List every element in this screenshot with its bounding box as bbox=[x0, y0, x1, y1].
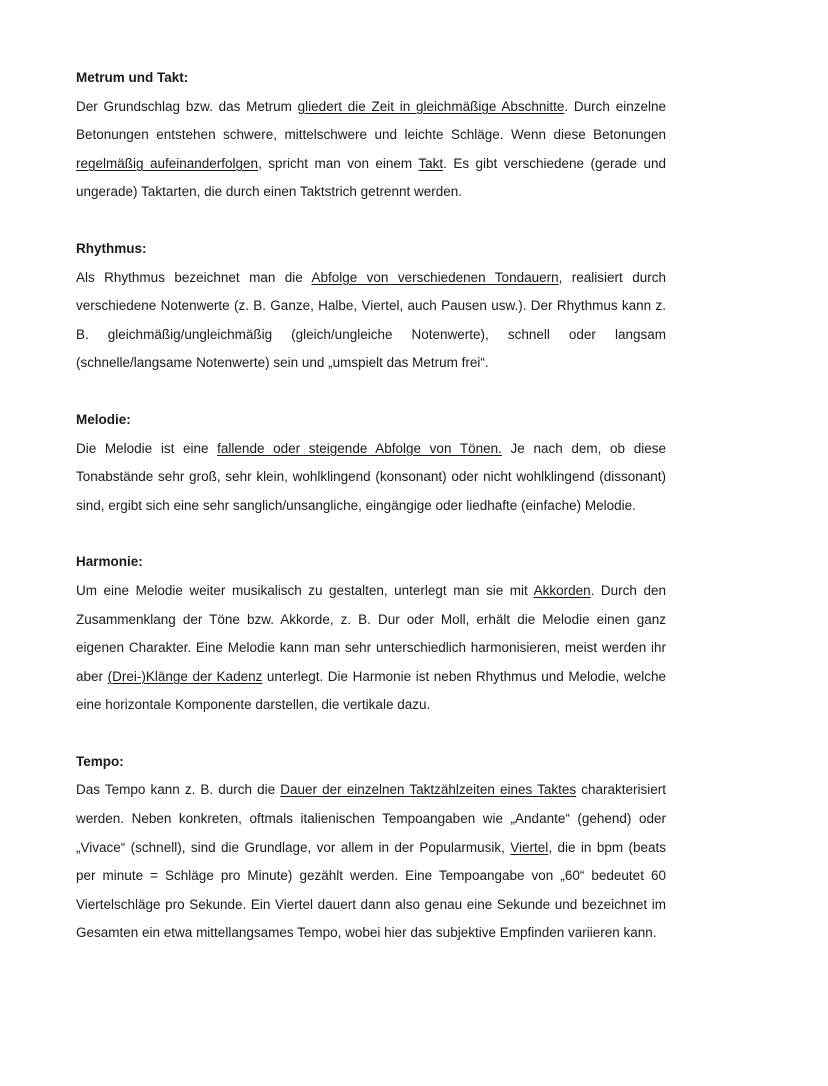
underlined-text: Abfolge von verschiedenen Tondauern bbox=[311, 269, 559, 285]
section-heading: Tempo: bbox=[76, 753, 124, 769]
underlined-text: Akkorden bbox=[533, 582, 591, 598]
text-run: . Durch einzelne Betonungen entstehen schwere, mittelschwere und leichte Schläge. Wenn diese Betonungen bbox=[76, 98, 666, 143]
text-run: charakterisiert werden. Neben konkreten, oftmals italienischen Tempoangaben wie „Andante“ (gehend) oder „Vivace“ (schnell), sind die Grundlage, vor allem in der Popularmusik, bbox=[76, 782, 667, 855]
text-run: , die in bpm (beats per minute = Schläge pro Minute) gezählt werden. Eine Tempoangabe von „60“ bedeutet 60 Viertelschläge pro Sekunde. Ein Viertel dauert dann also genau eine Sekunde und bezeichnet im Gesamten ein etwa mittellangsames Tempo, wobei hier das subjektive Empfinden variieren kann. bbox=[76, 839, 667, 941]
text-run: Je nach dem, ob diese Tonabstände sehr groß, sehr klein, wohlklingend (konsonant) oder nicht wohlklingend (dissonant) sind, ergibt sich eine sehr sanglich/unsangliche, eingängige oder liedhafte (einfache) Melodie. bbox=[76, 440, 666, 513]
text-run: . Durch den Zusammenklang der Töne bzw. Akkorde, z. B. Dur oder Moll, erhält die Melodie einen ganz eigenen Charakter. Eine Melodie kann man sehr unterschiedlich harmonisieren, meist werden ihr aber bbox=[76, 582, 667, 684]
underlined-text: fallende oder steigende Abfolge von Tönen. bbox=[217, 440, 502, 456]
section-heading: Harmonie: bbox=[76, 554, 143, 570]
section-rhythmus bbox=[76, 235, 666, 378]
section-heading: Melodie: bbox=[76, 411, 131, 427]
section-paragraph bbox=[76, 93, 666, 207]
underlined-text: (Drei-)Klänge der Kadenz bbox=[107, 668, 263, 684]
underlined-text: regelmäßig aufeinanderfolgen bbox=[76, 155, 259, 171]
underlined-text: Dauer der einzelnen Taktzählzeiten eines Taktes bbox=[280, 782, 577, 798]
text-run: Das Tempo kann z. B. durch die bbox=[76, 782, 281, 798]
text-run: Um eine Melodie weiter musikalisch zu gestalten, unterlegt man sie mit bbox=[76, 582, 534, 598]
section-paragraph bbox=[76, 776, 666, 948]
text-run: . Es gibt verschiedene (gerade und ungerade) Taktarten, die durch einen Taktstrich getrennt werden. bbox=[76, 155, 666, 200]
section-harmonie bbox=[76, 548, 666, 720]
underlined-text: Takt bbox=[418, 155, 444, 171]
section-paragraph bbox=[76, 577, 666, 720]
text-run: , realisiert durch verschiedene Notenwerte (z. B. Ganze, Halbe, Viertel, auch Pausen usw.). Der Rhythmus kann z. B. gleichmäßig/ungleichmäßig (gleich/ungleiche Notenwerte), schnell oder langsam (schnelle/langsame Notenwerte) sein und „umspielt das Metrum frei“. bbox=[76, 269, 666, 371]
section-heading: Metrum und Takt: bbox=[76, 70, 189, 85]
text-run: Als Rhythmus bezeichnet man die bbox=[76, 269, 312, 285]
section-metrum-takt bbox=[76, 64, 666, 207]
section-paragraph bbox=[76, 435, 666, 521]
section-heading: Rhythmus: bbox=[76, 240, 147, 256]
section-tempo bbox=[76, 748, 666, 948]
text-run: Der Grundschlag bzw. das Metrum bbox=[76, 98, 298, 114]
document-page bbox=[76, 64, 666, 976]
text-run: Die Melodie ist eine bbox=[76, 440, 218, 456]
section-melodie bbox=[76, 406, 666, 520]
section-paragraph bbox=[76, 264, 666, 378]
underlined-text: Viertel bbox=[510, 839, 549, 855]
text-run: unterlegt. Die Harmonie ist neben Rhythmus und Melodie, welche eine horizontale Komponente darstellen, die vertikale dazu. bbox=[76, 668, 666, 713]
text-run: , spricht man von einem bbox=[258, 155, 419, 171]
underlined-text: gliedert die Zeit in gleichmäßige Abschnitte bbox=[297, 98, 565, 114]
